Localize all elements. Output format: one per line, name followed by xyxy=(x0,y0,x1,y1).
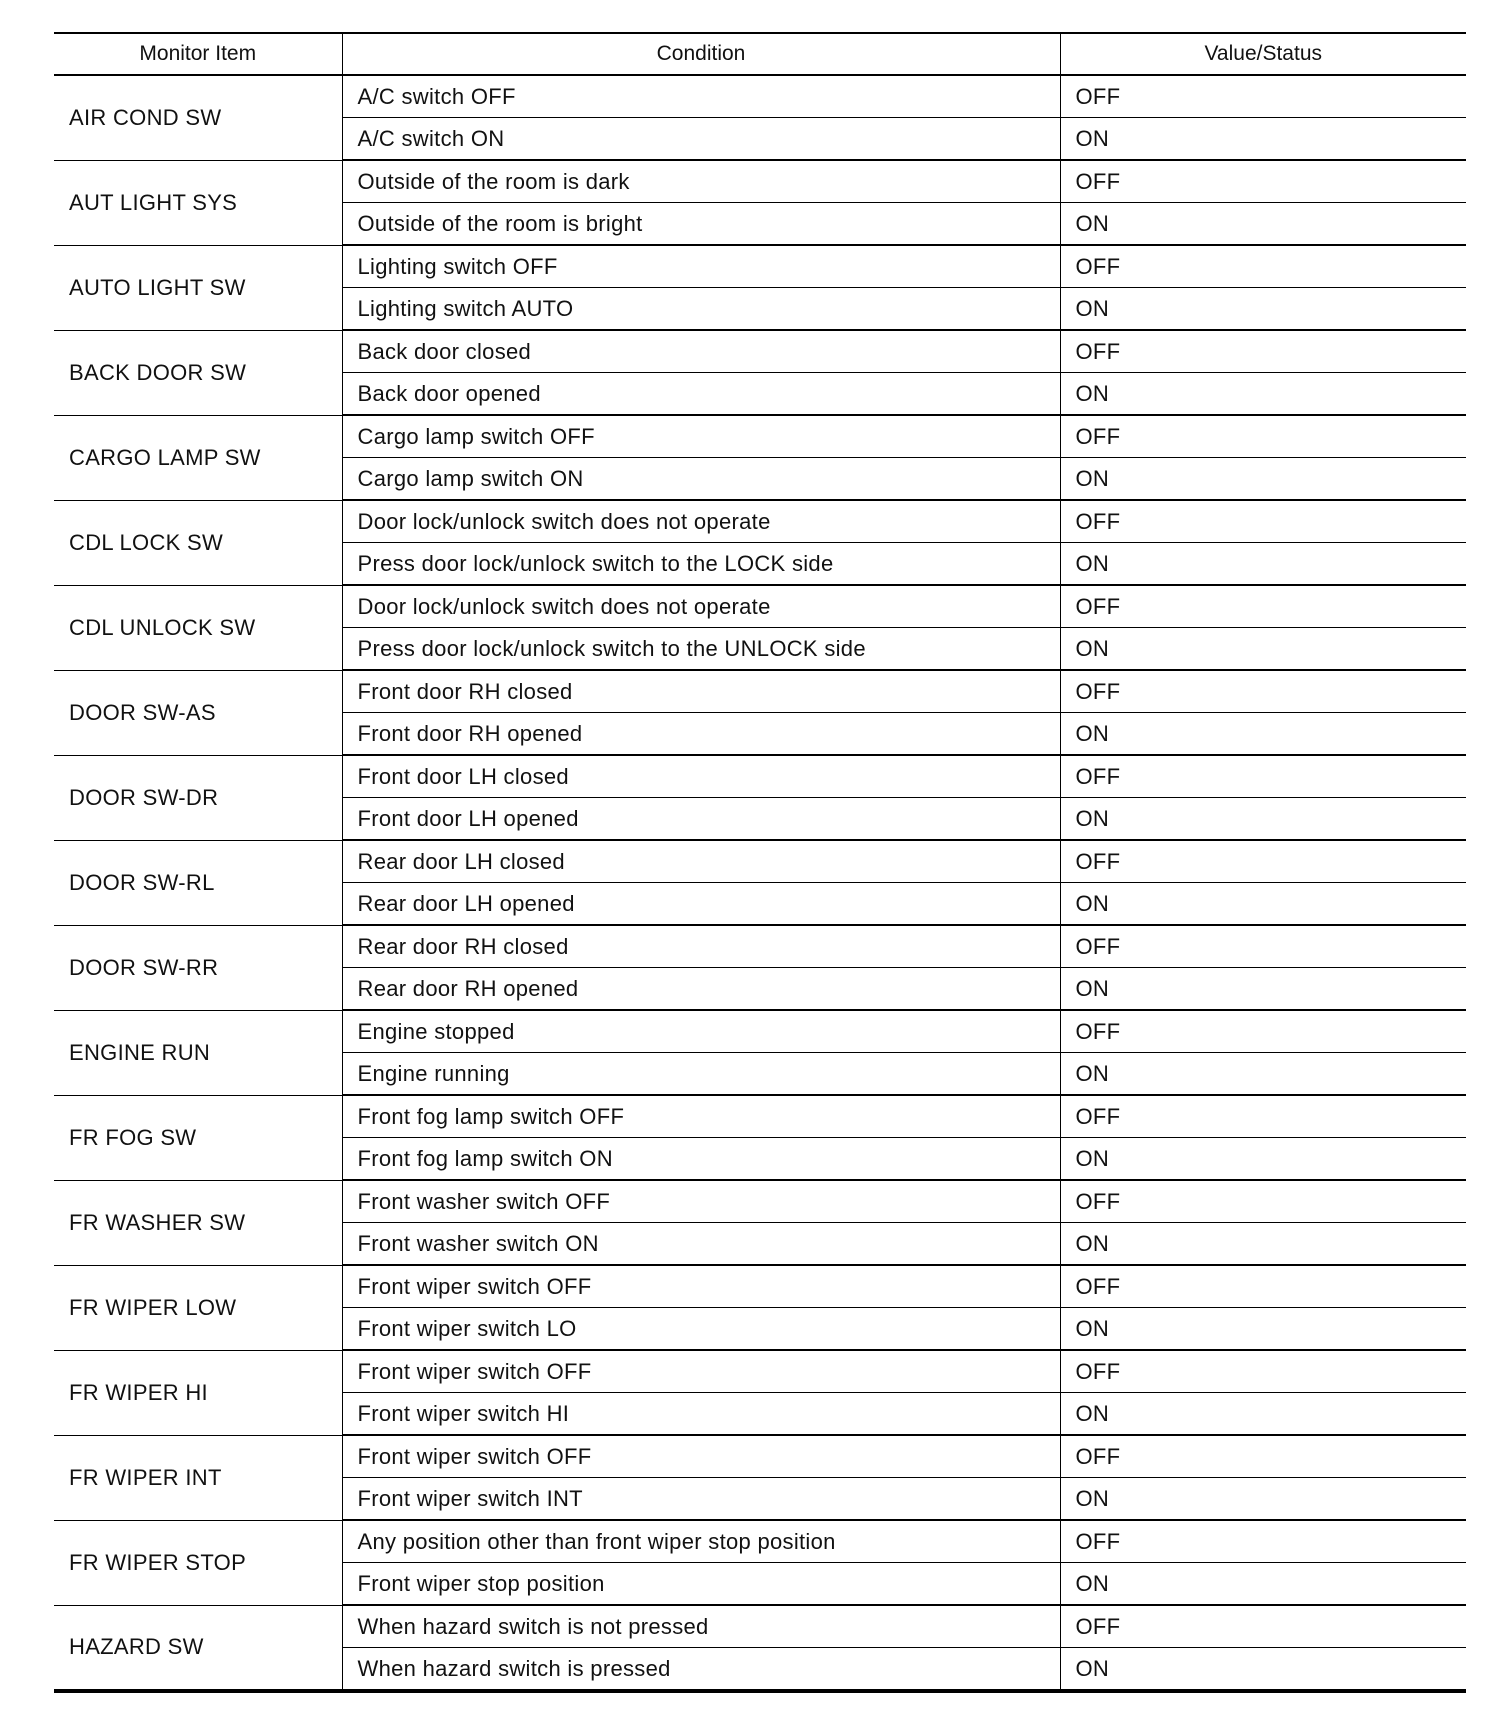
condition-cell: Lighting switch AUTO xyxy=(342,288,1060,331)
condition-cell: Front wiper switch OFF xyxy=(342,1265,1060,1308)
monitor-item-cell: FR WIPER HI xyxy=(54,1350,342,1435)
value-status-cell: OFF xyxy=(1060,925,1466,968)
table-row xyxy=(54,1265,1466,1308)
condition-cell: Front washer switch OFF xyxy=(342,1180,1060,1223)
header-monitor-item: Monitor Item xyxy=(54,33,342,75)
monitor-item-cell: CDL UNLOCK SW xyxy=(54,585,342,670)
table-row xyxy=(54,1520,1466,1563)
condition-cell: Front door LH closed xyxy=(342,755,1060,798)
value-status-cell: OFF xyxy=(1060,75,1466,118)
table-row xyxy=(54,415,1466,458)
table-row xyxy=(54,840,1466,883)
table-row xyxy=(54,1180,1466,1223)
condition-cell: Press door lock/unlock switch to the UNLOCK side xyxy=(342,628,1060,671)
value-status-cell: OFF xyxy=(1060,1010,1466,1053)
monitor-item-cell: CDL LOCK SW xyxy=(54,500,342,585)
condition-cell: Front fog lamp switch OFF xyxy=(342,1095,1060,1138)
table-row xyxy=(54,500,1466,543)
monitor-item-cell: HAZARD SW xyxy=(54,1605,342,1691)
table-row xyxy=(54,245,1466,288)
condition-cell: Press door lock/unlock switch to the LOCK side xyxy=(342,543,1060,586)
value-status-cell: ON xyxy=(1060,288,1466,331)
value-status-cell: ON xyxy=(1060,1393,1466,1436)
monitor-item-cell: FR FOG SW xyxy=(54,1095,342,1180)
table-body xyxy=(54,75,1466,1691)
condition-cell: Lighting switch OFF xyxy=(342,245,1060,288)
value-status-cell: ON xyxy=(1060,968,1466,1011)
value-status-cell: OFF xyxy=(1060,500,1466,543)
value-status-cell: OFF xyxy=(1060,1265,1466,1308)
monitor-item-table xyxy=(54,32,1466,1693)
condition-cell: Rear door RH opened xyxy=(342,968,1060,1011)
value-status-cell: ON xyxy=(1060,883,1466,926)
monitor-item-cell: DOOR SW-DR xyxy=(54,755,342,840)
condition-cell: Front wiper switch INT xyxy=(342,1478,1060,1521)
condition-cell: Front washer switch ON xyxy=(342,1223,1060,1266)
condition-cell: Front fog lamp switch ON xyxy=(342,1138,1060,1181)
value-status-cell: OFF xyxy=(1060,1350,1466,1393)
monitor-item-cell: AUTO LIGHT SW xyxy=(54,245,342,330)
value-status-cell: OFF xyxy=(1060,1095,1466,1138)
table-row xyxy=(54,1095,1466,1138)
value-status-cell: ON xyxy=(1060,1648,1466,1692)
value-status-cell: OFF xyxy=(1060,585,1466,628)
table-row xyxy=(54,1350,1466,1393)
value-status-cell: ON xyxy=(1060,1308,1466,1351)
condition-cell: Front door RH opened xyxy=(342,713,1060,756)
value-status-cell: ON xyxy=(1060,1223,1466,1266)
value-status-cell: OFF xyxy=(1060,755,1466,798)
condition-cell: Back door opened xyxy=(342,373,1060,416)
table-row xyxy=(54,755,1466,798)
value-status-cell: OFF xyxy=(1060,415,1466,458)
condition-cell: Engine running xyxy=(342,1053,1060,1096)
condition-cell: A/C switch ON xyxy=(342,118,1060,161)
condition-cell: When hazard switch is pressed xyxy=(342,1648,1060,1692)
condition-cell: Outside of the room is bright xyxy=(342,203,1060,246)
value-status-cell: OFF xyxy=(1060,160,1466,203)
condition-cell: Front wiper stop position xyxy=(342,1563,1060,1606)
table-row xyxy=(54,1605,1466,1648)
table-row xyxy=(54,925,1466,968)
value-status-cell: ON xyxy=(1060,1138,1466,1181)
condition-cell: Any position other than front wiper stop position xyxy=(342,1520,1060,1563)
condition-cell: Front door LH opened xyxy=(342,798,1060,841)
value-status-cell: ON xyxy=(1060,1053,1466,1096)
monitor-item-cell: FR WIPER STOP xyxy=(54,1520,342,1605)
table-row xyxy=(54,585,1466,628)
value-status-cell: OFF xyxy=(1060,670,1466,713)
monitor-item-cell: DOOR SW-RL xyxy=(54,840,342,925)
value-status-cell: ON xyxy=(1060,628,1466,671)
condition-cell: Front wiper switch HI xyxy=(342,1393,1060,1436)
value-status-cell: ON xyxy=(1060,713,1466,756)
value-status-cell: ON xyxy=(1060,118,1466,161)
monitor-item-cell: FR WIPER INT xyxy=(54,1435,342,1520)
value-status-cell: OFF xyxy=(1060,245,1466,288)
table-row xyxy=(54,75,1466,118)
value-status-cell: OFF xyxy=(1060,1435,1466,1478)
condition-cell: Front door RH closed xyxy=(342,670,1060,713)
table-row xyxy=(54,160,1466,203)
value-status-cell: OFF xyxy=(1060,330,1466,373)
value-status-cell: OFF xyxy=(1060,1605,1466,1648)
value-status-cell: ON xyxy=(1060,458,1466,501)
table-row xyxy=(54,330,1466,373)
monitor-item-cell: BACK DOOR SW xyxy=(54,330,342,415)
condition-cell: Rear door LH closed xyxy=(342,840,1060,883)
condition-cell: A/C switch OFF xyxy=(342,75,1060,118)
condition-cell: When hazard switch is not pressed xyxy=(342,1605,1060,1648)
condition-cell: Engine stopped xyxy=(342,1010,1060,1053)
table-row xyxy=(54,1010,1466,1053)
condition-cell: Cargo lamp switch ON xyxy=(342,458,1060,501)
table-header-row xyxy=(54,33,1466,75)
value-status-cell: OFF xyxy=(1060,1180,1466,1223)
condition-cell: Back door closed xyxy=(342,330,1060,373)
header-value-status: Value/Status xyxy=(1060,33,1466,75)
condition-cell: Front wiper switch OFF xyxy=(342,1350,1060,1393)
condition-cell: Door lock/unlock switch does not operate xyxy=(342,585,1060,628)
condition-cell: Rear door RH closed xyxy=(342,925,1060,968)
table-row xyxy=(54,1435,1466,1478)
table-row xyxy=(54,670,1466,713)
value-status-cell: ON xyxy=(1060,1478,1466,1521)
monitor-item-cell: DOOR SW-AS xyxy=(54,670,342,755)
value-status-cell: OFF xyxy=(1060,840,1466,883)
condition-cell: Front wiper switch LO xyxy=(342,1308,1060,1351)
condition-cell: Door lock/unlock switch does not operate xyxy=(342,500,1060,543)
monitor-item-cell: AIR COND SW xyxy=(54,75,342,160)
header-condition: Condition xyxy=(342,33,1060,75)
value-status-cell: ON xyxy=(1060,798,1466,841)
value-status-cell: ON xyxy=(1060,1563,1466,1606)
condition-cell: Rear door LH opened xyxy=(342,883,1060,926)
value-status-cell: ON xyxy=(1060,373,1466,416)
monitor-item-cell: FR WIPER LOW xyxy=(54,1265,342,1350)
monitor-item-cell: FR WASHER SW xyxy=(54,1180,342,1265)
monitor-item-cell: ENGINE RUN xyxy=(54,1010,342,1095)
monitor-item-cell: CARGO LAMP SW xyxy=(54,415,342,500)
condition-cell: Front wiper switch OFF xyxy=(342,1435,1060,1478)
condition-cell: Cargo lamp switch OFF xyxy=(342,415,1060,458)
monitor-item-cell: DOOR SW-RR xyxy=(54,925,342,1010)
value-status-cell: ON xyxy=(1060,203,1466,246)
condition-cell: Outside of the room is dark xyxy=(342,160,1060,203)
monitor-item-cell: AUT LIGHT SYS xyxy=(54,160,342,245)
value-status-cell: OFF xyxy=(1060,1520,1466,1563)
value-status-cell: ON xyxy=(1060,543,1466,586)
